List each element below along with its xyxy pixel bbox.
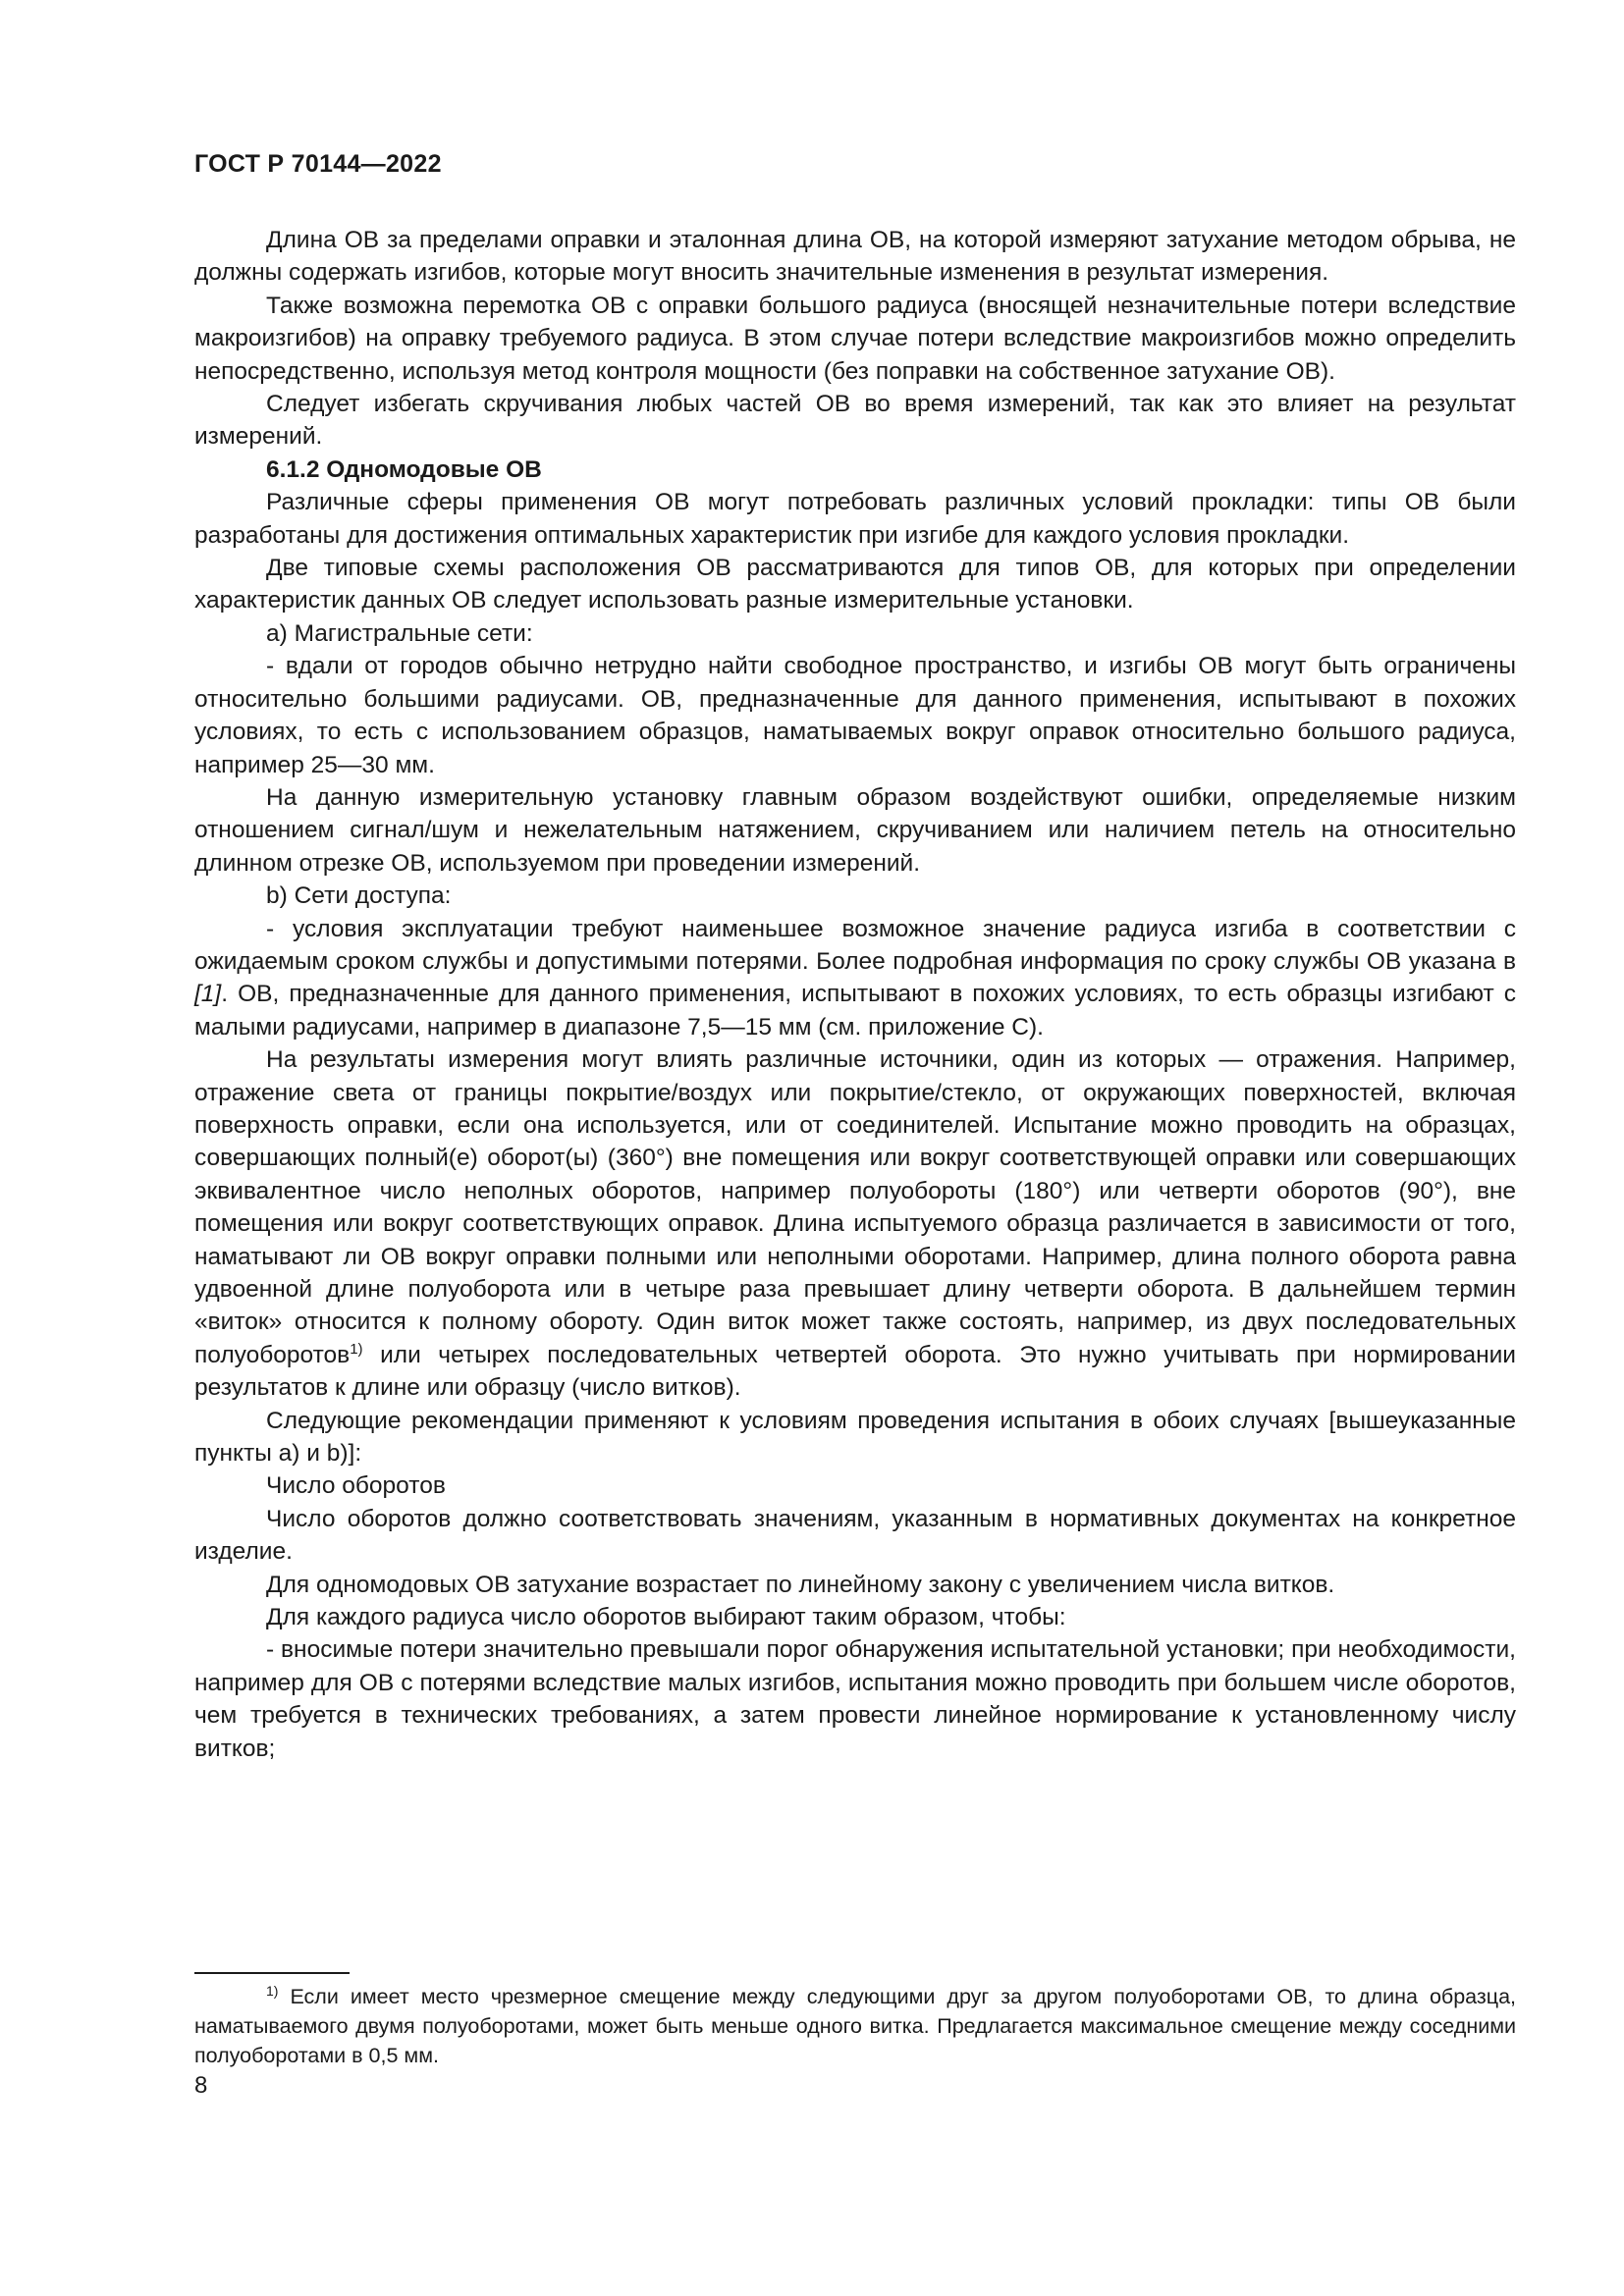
footnote [194, 1983, 1516, 2070]
paragraph: Для одномодовых ОВ затухание возрастает по линейному закону с увеличением числа витков. [266, 1571, 1335, 1598]
paragraph: Также возможна перемотка ОВ с оправки большого радиуса (вносящей незначительные потери вследствие макроизгибов) на оправку требуемого радиуса. В этом случае потери вследствие макроизгибов можно определить непосредственно, используя метод контроля мощности (без поправки на собственное затухание ОВ). [194, 292, 1516, 385]
paragraph [194, 913, 1516, 1044]
footnote-text [194, 1983, 1516, 2070]
standard-designation: ГОСТ Р 70144—2022 [194, 150, 442, 178]
bibliography-reference: [1] [194, 981, 222, 1008]
paragraph [194, 1043, 1516, 1404]
paragraph-text: На результаты измерения могут влиять различные источники, один из которых — отражения. Например, отражение света от границы покрытие/воздух или покрытие/стекло, от окружающих поверхностей, включая поверхность оправки, если она используется, или от соединителей. Испытание можно проводить на образцах, совершающих полный(е) оборот(ы) (360°) вне помещения или вокруг соответствующей оправки или совершающих эквивалентное число неполных оборотов, например полуобороты (180°) или четверти оборотов (90°), вне помещения или вокруг соответствующих оправок. Длина испытуемого образца различается в зависимости от того, наматывают ли ОВ вокруг оправки полными или неполными оборотами. Например, длина полного оборота равна удвоенной длине полуоборота или в четыре раза превышает длину четверти оборота. В дальнейшем термин «виток» относится к полному обороту. Один виток может также состоять, например, из двух последовательных полуоборотов [194, 1046, 1516, 1368]
list-item: a) Магистральные сети: [266, 619, 533, 647]
section-heading: 6.1.2 Одномодовые ОВ [266, 455, 542, 483]
paragraph: Для каждого радиуса число оборотов выбирают таким образом, чтобы: [266, 1604, 1066, 1631]
paragraph-text: . ОВ, предназначенные для данного применения, испытывают в похожих условиях, то есть образцы изгибают с малыми радиусами, например в диапазоне 7,5—15 мм (см. приложение С). [194, 981, 1516, 1041]
list-item: b) Сети доступа: [266, 882, 452, 910]
paragraph: - вдали от городов обычно нетрудно найти свободное пространство, и изгибы ОВ могут быть ограничены относительно большими радиусами. ОВ, предназначенные для данного применения, испытывают в похожих условиях, то есть с использованием образцов, наматываемых вокруг оправок относительно большого радиуса, например 25—30 мм. [194, 653, 1516, 778]
paragraph: Две типовые схемы расположения ОВ рассматриваются для типов ОВ, для которых при определении характеристик данных ОВ следует использовать разные измерительные установки. [194, 555, 1516, 614]
paragraph-text: или четырех последовательных четвертей оборота. Это нужно учитывать при нормировании результатов к длине или образцу (число витков). [194, 1341, 1516, 1402]
page-number: 8 [194, 2072, 208, 2099]
paragraph: Различные сферы применения ОВ могут потребовать различных условий прокладки: типы ОВ были разработаны для достижения оптимальных характеристик при изгибе для каждого условия прокладки. [194, 489, 1516, 549]
paragraph: Длина ОВ за пределами оправки и эталонная длина ОВ, на которой измеряют затухание методом обрыва, не должны содержать изгибов, которые могут вносить значительные изменения в результат измерения. [194, 227, 1516, 287]
footnote-marker: 1) [266, 1982, 279, 1999]
paragraph: Следующие рекомендации применяют к условиям проведения испытания в обоих случаях [вышеуказанные пункты a) и b)]: [194, 1407, 1516, 1468]
footnote-body: Если имеет место чрезмерное смещение между следующими друг за другом полуоборотами ОВ, то длина образца, наматываемого двумя полуоборотами, может быть меньше одного витка. Предлагается максимальное смещение между соседними полуоборотами в 0,5 мм. [194, 1985, 1516, 2067]
paragraph: Число оборотов должно соответствовать значениям, указанным в нормативных документах на конкретное изделие. [194, 1505, 1516, 1566]
footnote-divider [194, 1972, 350, 1974]
paragraph: Следует избегать скручивания любых частей ОВ во время измерений, так как это влияет на результат измерений. [194, 391, 1516, 451]
footnote-marker: 1) [350, 1340, 363, 1358]
paragraph: Число оборотов [266, 1472, 446, 1500]
paragraph: На данную измерительную установку главным образом воздействуют ошибки, определяемые низким отношением сигнал/шум и нежелательным натяжением, скручиванием или наличием петель на относительно длинном отрезке ОВ, используемом при проведении измерений. [194, 783, 1516, 877]
paragraph: - вносимые потери значительно превышали порог обнаружения испытательной установки; при необходимости, например для ОВ с потерями вследствие малых изгибов, испытания можно проводить при большем числе оборотов, чем требуется в технических требованиях, а затем провести линейное нормирование к установленному числу витков; [194, 1636, 1516, 1762]
body-text [194, 224, 1516, 1765]
paragraph-text: - условия эксплуатации требуют наименьшее возможное значение радиуса изгиба в соответствии с ожидаемым сроком службы и допустимыми потерями. Более подробная информация по сроку службы ОВ указана в [194, 915, 1516, 975]
